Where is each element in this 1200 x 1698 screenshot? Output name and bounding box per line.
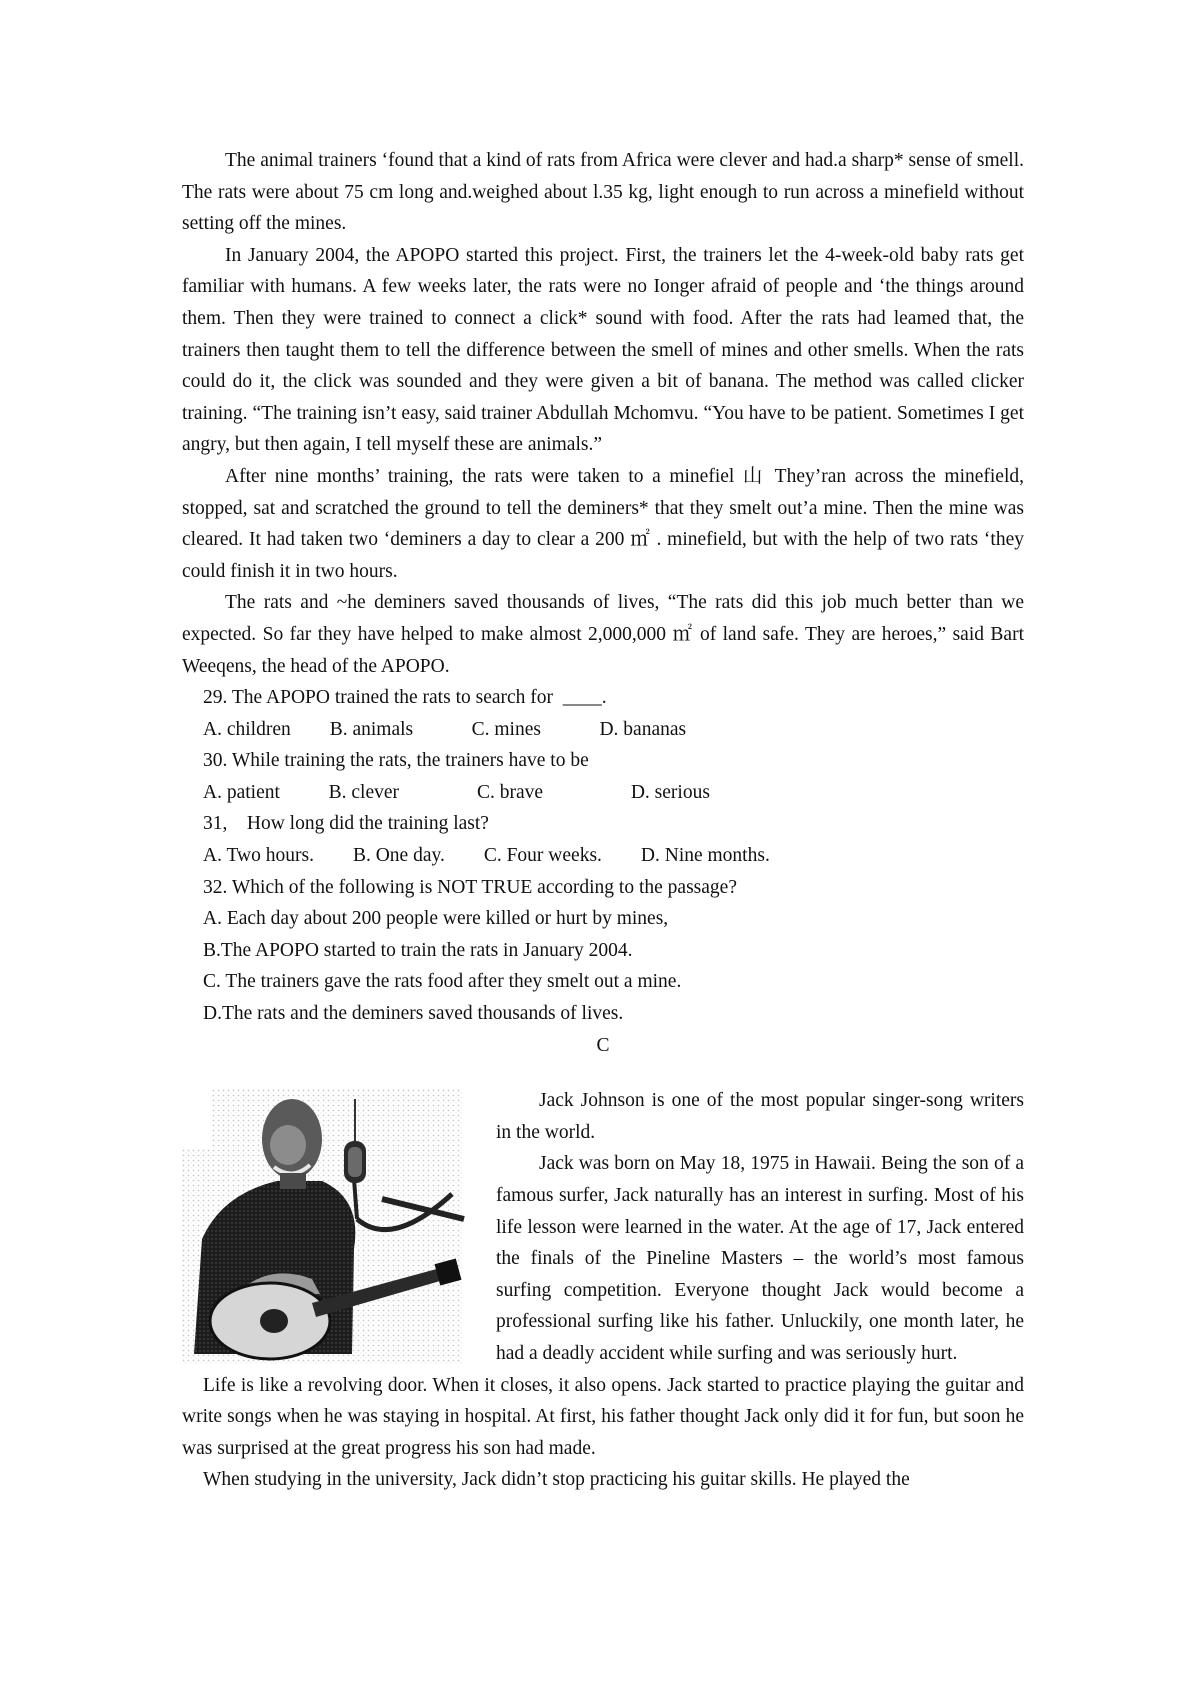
section-spacer [182,1061,1024,1085]
question-32-option-a: A. Each day about 200 people were killed or hurt by mines, [203,908,669,930]
question-32-option-b: B.The APOPO started to train the rats in January 2004. [203,939,633,961]
passage-paragraph: Jack was born on May 18, 1975 in Hawaii. Being the son of a famous surfer, Jack naturally has an interest in surfing. Most of his life lesson were learned in the water. At the age of 17, Jack entered the finals of the Pineline Masters – the world’s most famous surfing competition. Everyone thought Jack would become a professional surfing like his father. Unluckily, one month later, he had a deadly accident while surfing and was seriously hurt. [496,1153,1024,1364]
question-31-options: A. Two hours. B. One day. C. Four weeks. D. Nine months. [203,845,770,867]
question-32-option-c: C. The trainers gave the rats food after they smelt out a mine. [203,971,682,993]
passage-paragraph: The rats and ~he deminers saved thousands of lives, “The rats did this job much better than we expected. So far they have helped to make almost 2,000,000 ㎡ of land safe. They are heroes,” said Bart Weeqens, the head of the APOPO. [182,592,1024,677]
question-29: 29. The APOPO trained the rats to search for ____. [203,687,607,709]
guitarist-photo-icon [182,1089,472,1364]
passage-paragraph: The animal trainers ‘found that a kind of rats from Africa were clever and had.a sharp* sense of smell. The rats were about 75 cm long and.weighed about l.35 kg, light enough to run across a minefield without setting off the mines. [182,150,1024,235]
exam-page [182,145,1024,1496]
question-32-option-d: D.The rats and the deminers saved thousands of lives. [203,1003,624,1025]
question-30: 30. While training the rats, the trainers have to be [203,750,589,772]
passage-paragraph: After nine months’ training, the rats were taken to a minefiel 山 They’ran across the minefield, stopped, sat and scratched the ground to tell the deminers* that they smelt out’a mine. Then the mine was cleared. It had taken two ‘deminers a day to clear a 200 ㎡ . minefield, but with the help of two rats ‘they could finish it in two hours. [182,465,1024,582]
section-c-heading: C [596,1034,610,1056]
passage-c [182,1085,1024,1496]
passage-paragraph: When studying in the university, Jack didn’t stop practicing his guitar skills. He played the [203,1469,910,1491]
passage-paragraph: In January 2004, the APOPO started this project. First, the trainers let the 4-week-old baby rats get familiar with humans. A few weeks later, the rats were no Ionger afraid of people and ‘the things around them. Then they were trained to connect a click* sound with food. After the rats had leamed that, the trainers then taught them to tell the difference between the smell of mines and other smells. When the rats could do it, the click was sounded and they were given a bit of banana. The method was called clicker training. “The training isn’t easy, said trainer Abdullah Mchomvu. “You have to be patient. Sometimes I get angry, but then again, I tell myself these are animals.” [182,244,1024,456]
question-list [182,682,1024,1030]
question-32: 32. Which of the following is NOT TRUE according to the passage? [203,876,737,898]
passage-paragraph: Jack Johnson is one of the most popular singer-song writers in the world. [496,1090,1024,1143]
passage-paragraph: Life is like a revolving door. When it closes, it also opens. Jack started to practice playing the guitar and write songs when he was staying in hospital. At first, his father thought Jack only did it for fun, but soon he was surprised at the great progress his son had made. [182,1374,1024,1459]
question-29-options: A. children B. animals C. mines D. bananas [203,718,687,740]
question-30-options: A. patient B. clever C. brave D. serious [203,781,710,803]
question-31: 31, How long did the training last? [203,813,489,835]
passage-b [182,145,1024,682]
